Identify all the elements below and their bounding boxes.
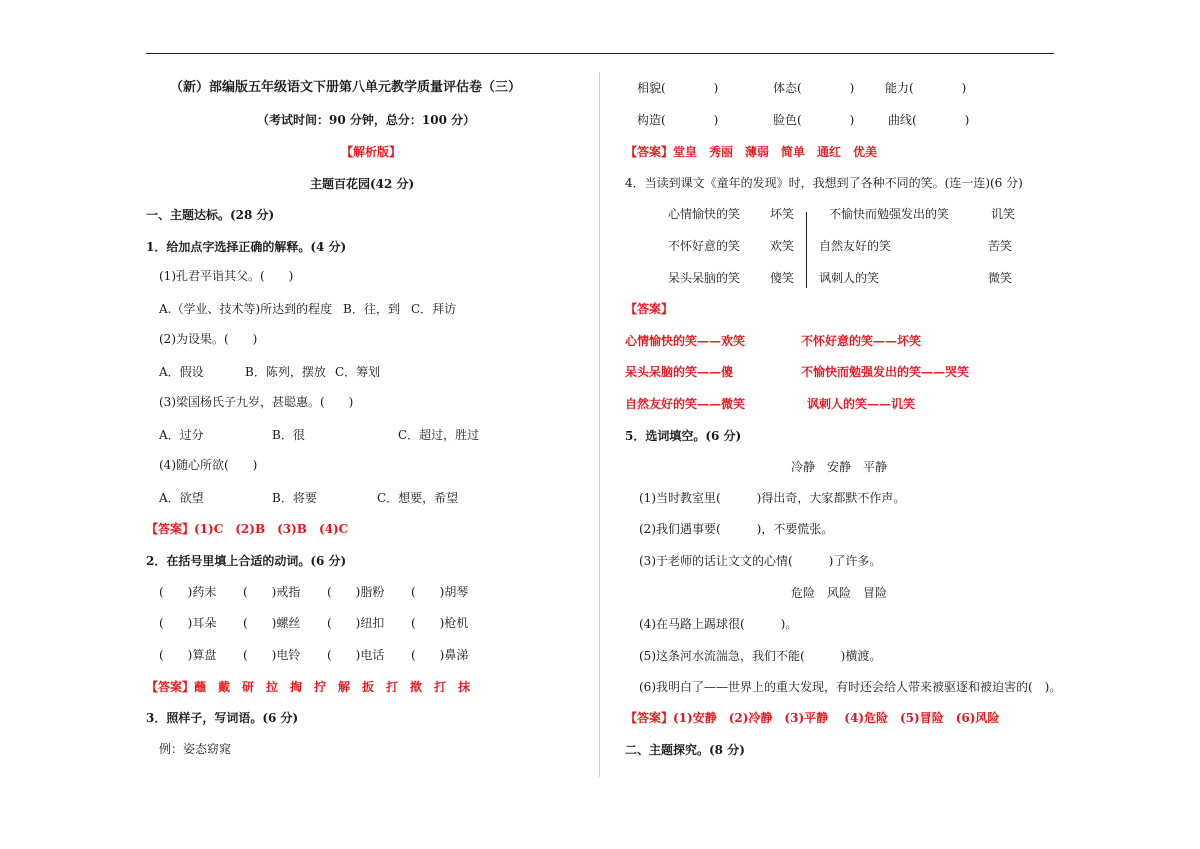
q4-title: 4．当读到课文《童年的发现》时，我想到了各种不同的笑。(连一连)(6 分) [625, 176, 1023, 190]
q4-left-item: 呆头呆脑的笑 [668, 271, 741, 285]
q4-left-item: 不怀好意的笑 [668, 239, 741, 253]
q2-cell: ( )纽扣 [327, 616, 385, 630]
q2-cell: ( )鼻涕 [411, 648, 469, 662]
q2-cell: ( )算盘 [159, 648, 217, 662]
q2-cell: ( )胡琴 [411, 585, 469, 599]
q4-mid-item: 欢笑 [770, 239, 795, 253]
q4-answer-pair: 不愉快而勉强发出的笑——哭笑 [801, 365, 970, 379]
q4-mid-item: 坏笑 [770, 207, 795, 221]
q3-cell: 构造( ) [637, 113, 719, 127]
exam-info: （考试时间：90 分钟，总分：100 分） [257, 113, 476, 127]
q3-cell: 曲线( ) [888, 113, 970, 127]
q4-answer-pair: 讽刺人的笑——讥笑 [807, 397, 916, 411]
q1-sub3: (3)梁国杨氏子九岁，甚聪惠。( ) [159, 395, 354, 409]
q1-sub4-option-c: C．想要，希望 [377, 491, 459, 505]
q3-example: 例：姿态窈窕 [159, 742, 232, 756]
matching-connector-line [806, 212, 807, 288]
q1-sub3-option-b: B．很 [272, 428, 305, 442]
q1-sub3-option-a: A．过分 [159, 428, 204, 442]
q2-cell: ( )耳朵 [159, 616, 217, 630]
q2-cell: ( )脂粉 [327, 585, 385, 599]
q2-cell: ( )电话 [327, 648, 385, 662]
q4-left-item: 心情愉快的笑 [668, 207, 741, 221]
top-rule [146, 53, 1054, 54]
q1-sub4: (4)随心所欲( ) [159, 458, 258, 472]
q1-answer: 【答案】(1)C (2)B (3)B (4)C [146, 522, 349, 536]
q1-sub2-option-c: C．筹划 [335, 365, 381, 379]
q3-cell: 相貌( ) [637, 81, 719, 95]
part1-heading: 一、主题达标。(28 分) [146, 208, 275, 222]
edition-label: 【解析版】 [341, 145, 402, 159]
q5-word-bank-2: 危险 风险 冒险 [791, 586, 888, 600]
q4-answer-pair: 呆头呆脑的笑——傻 [625, 365, 734, 379]
q4-right-item: 苦笑 [988, 239, 1013, 253]
q2-title: 2．在括号里填上合适的动词。(6 分) [146, 554, 347, 568]
q3-title: 3．照样子，写词语。(6 分) [146, 711, 299, 725]
q4-answer-pair: 自然友好的笑——微笑 [625, 397, 746, 411]
q5-sentence: (2)我们遇事要( )，不要慌张。 [639, 522, 834, 536]
q1-sub2-option-a: A．假设 [159, 365, 204, 379]
q1-title: 1．给加点字选择正确的解释。(4 分) [146, 240, 347, 254]
q1-sub1-option-c: C．拜访 [411, 302, 457, 316]
q2-cell: ( )药末 [159, 585, 217, 599]
q3-cell: 脸色( ) [773, 113, 855, 127]
q2-cell: ( )戒指 [243, 585, 301, 599]
q3-cell: 体态( ) [773, 81, 855, 95]
q4-desc-item: 不愉快而勉强发出的笑 [829, 207, 950, 221]
q2-cell: ( )螺丝 [243, 616, 301, 630]
q4-answer-pair: 心情愉快的笑——欢笑 [625, 334, 746, 348]
q1-sub3-option-c: C．超过，胜过 [398, 428, 480, 442]
q1-sub2-option-b: B．陈列，摆放 [245, 365, 326, 379]
section-theme-heading: 主题百花园(42 分) [310, 177, 415, 191]
q1-sub1: (1)孔君平诣其父。( ) [159, 269, 294, 283]
q4-desc-item: 自然友好的笑 [819, 239, 892, 253]
page-title: （新）部编版五年级语文下册第八单元教学质量评估卷（三） [170, 80, 522, 95]
q2-cell: ( )电铃 [243, 648, 301, 662]
q3-answer: 【答案】堂皇 秀丽 薄弱 简单 通红 优美 [625, 145, 878, 159]
q1-sub4-option-b: B．将要 [272, 491, 317, 505]
q1-sub1-option-a: A.（学业、技术等)所达到的程度 [159, 302, 333, 316]
q5-sentence: (4)在马路上踢球很( )。 [639, 617, 798, 631]
q2-answer: 【答案】蘸 戴 研 拉 掏 拧 解 扳 打 揿 打 抹 [146, 680, 471, 694]
q4-mid-item: 傻笑 [770, 271, 795, 285]
q5-sentence: (1)当时教室里( )得出奇，大家都默不作声。 [639, 491, 906, 505]
q2-cell: ( )枪机 [411, 616, 469, 630]
q1-sub2: (2)为设果。( ) [159, 332, 258, 346]
part2-heading: 二、主题探究。(8 分) [625, 743, 745, 757]
q4-right-item: 微笑 [988, 271, 1013, 285]
column-divider [599, 72, 600, 777]
q4-right-item: 讥笑 [991, 207, 1016, 221]
q4-answer-label: 【答案】 [625, 302, 674, 316]
q5-title: 5．选词填空。(6 分) [625, 429, 742, 443]
q5-word-bank-1: 冷静 安静 平静 [791, 460, 888, 474]
q5-answer: 【答案】(1)安静 (2)冷静 (3)平静 (4)危险 (5)冒险 (6)风险 [625, 711, 1000, 725]
q5-sentence: (5)这条河水流湍急，我们不能( )横渡。 [639, 649, 882, 663]
q5-sentence: (6)我明白了——世界上的重大发现，有时还会给人带来被驱逐和被迫害的( )。 [639, 680, 1062, 694]
q4-answer-pair: 不怀好意的笑——坏笑 [801, 334, 922, 348]
q1-sub4-option-a: A．欲望 [159, 491, 204, 505]
q4-desc-item: 讽刺人的笑 [819, 271, 880, 285]
q1-sub1-option-b: B．往，到 [343, 302, 400, 316]
q3-cell: 能力( ) [885, 81, 967, 95]
q5-sentence: (3)于老师的话让文文的心情( )了许多。 [639, 554, 882, 568]
